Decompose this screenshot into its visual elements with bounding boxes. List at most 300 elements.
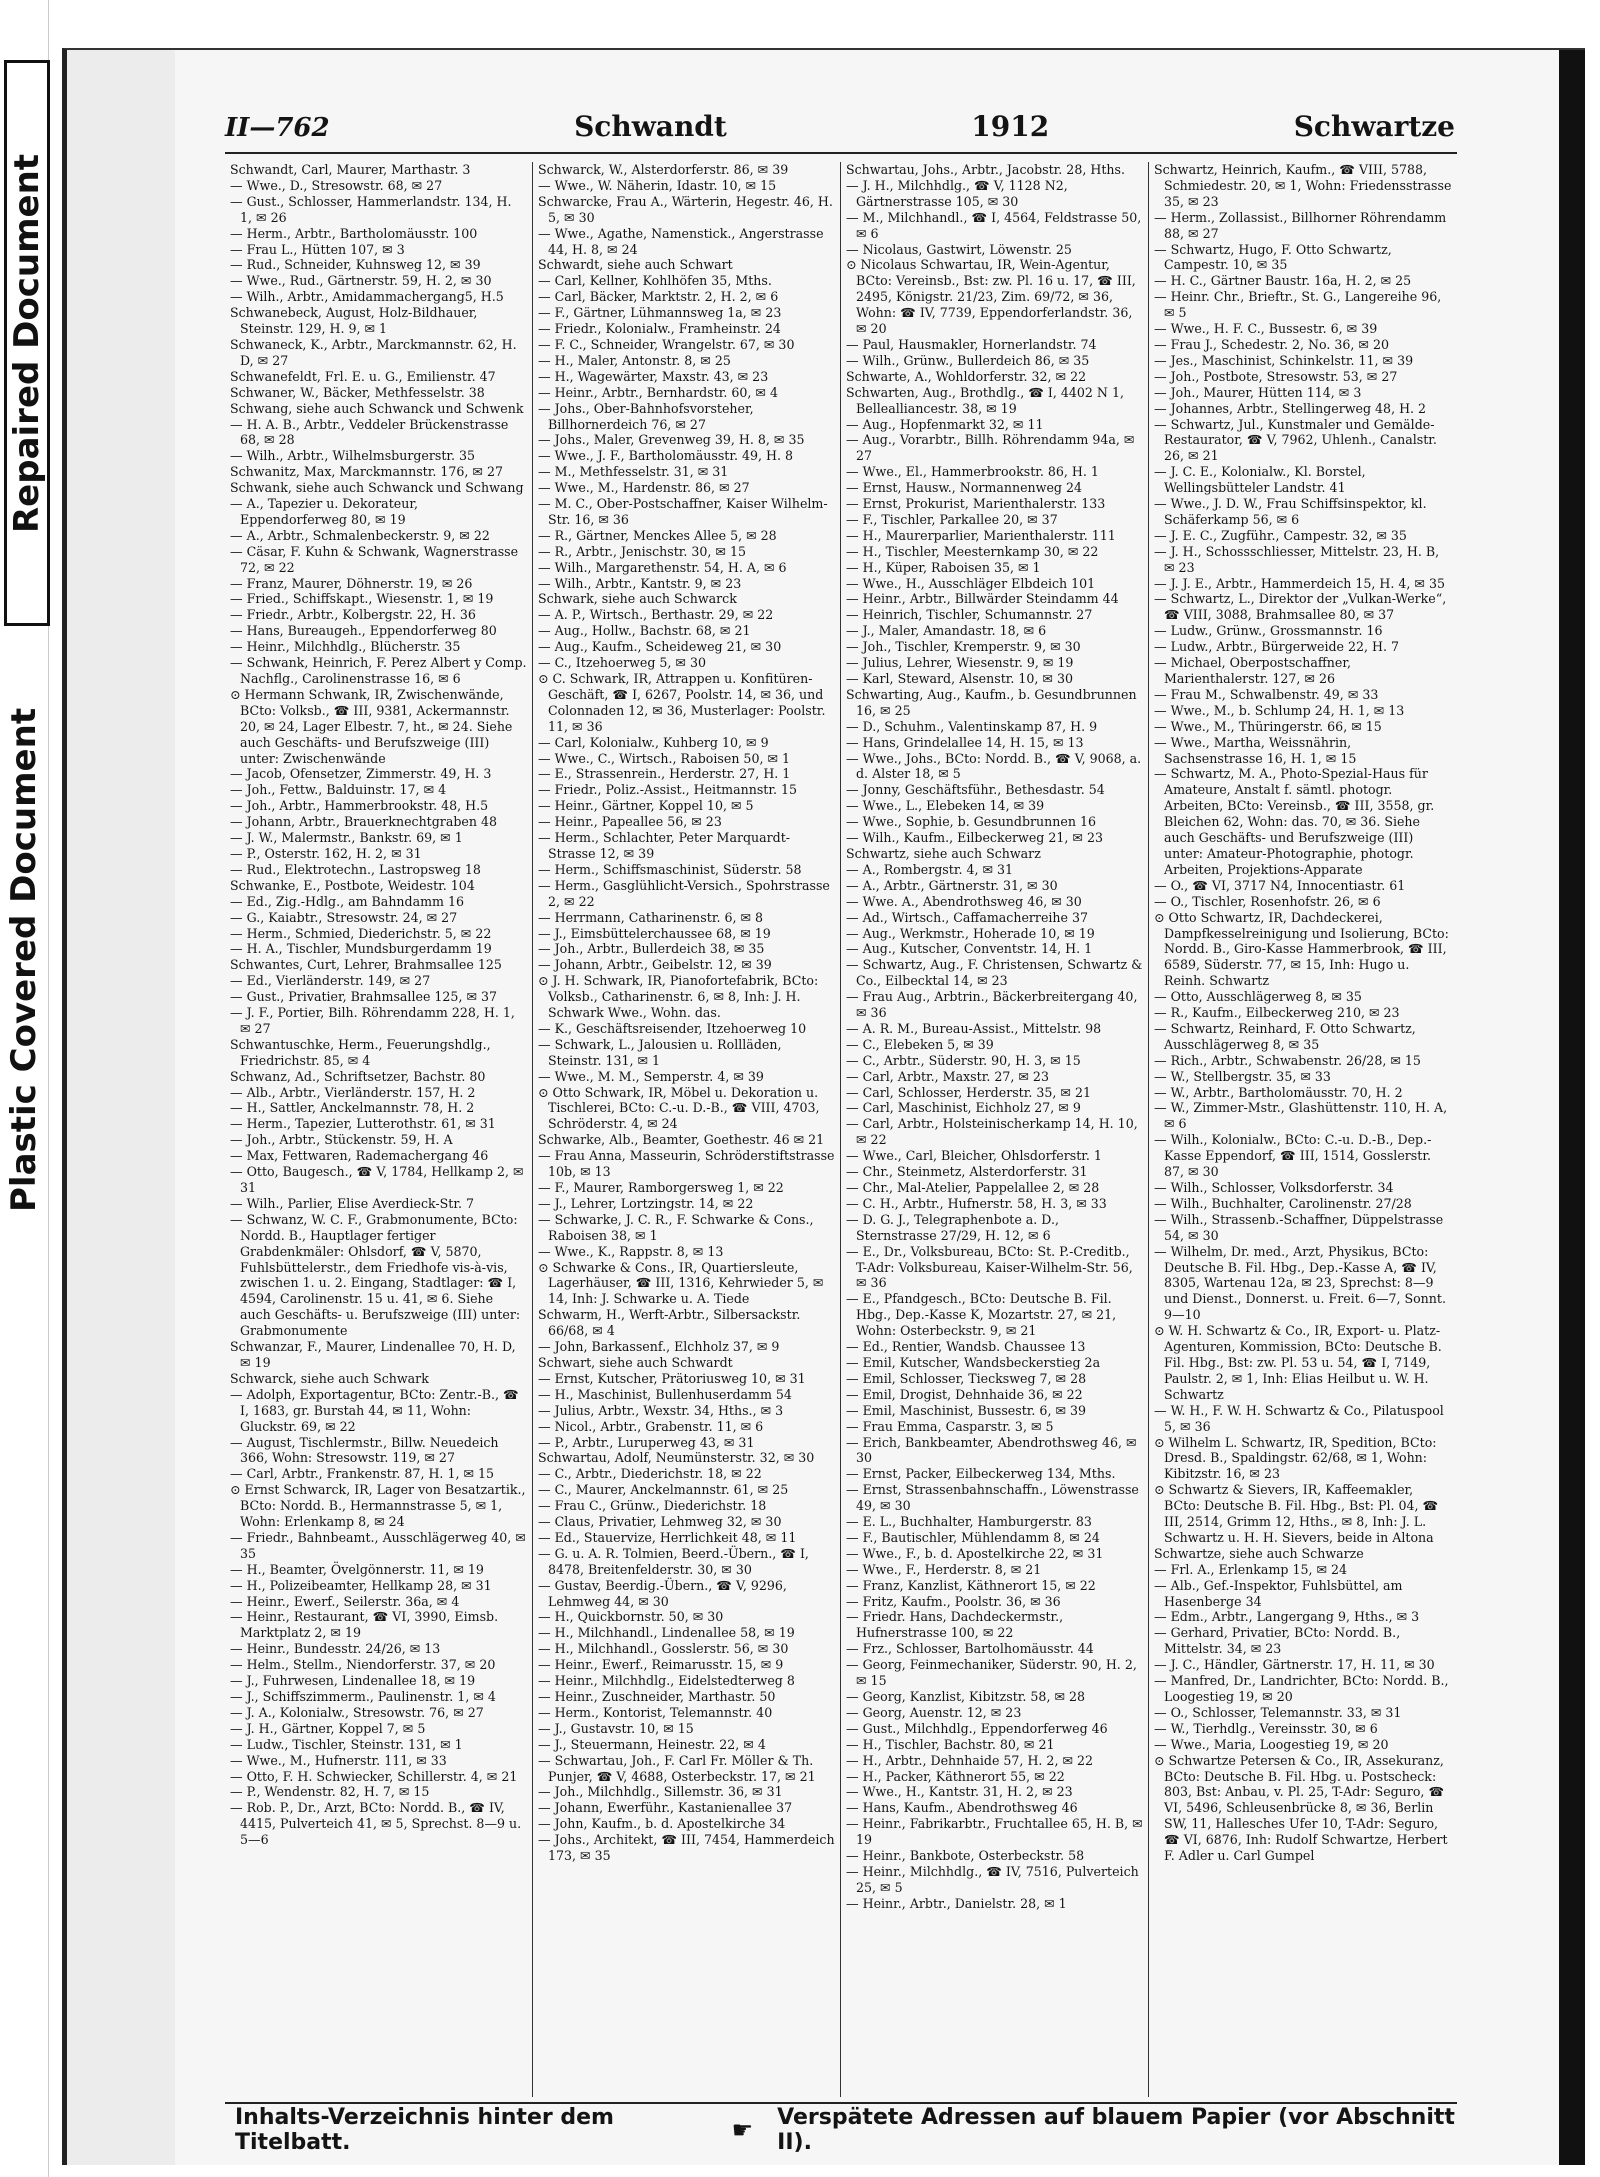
directory-entry: — Ernst, Strassenbahnschaffn., Löwenstrasse 49, ✉ 30	[846, 1482, 1139, 1514]
directory-entry: Schwaneck, K., Arbtr., Marckmannstr. 62, H. D, ✉ 27	[230, 336, 517, 368]
directory-entry: — Ernst, Hausw., Normannenweg 24	[846, 480, 1082, 496]
directory-entry: — W., Tierhdlg., Vereinsstr. 30, ✉ 6	[1154, 1720, 1378, 1736]
directory-entry: — Johs., Ober-Bahnhofsvorsteher, Billhornerdeich 76, ✉ 27	[538, 400, 754, 432]
directory-entry: — Friedr., Bahnbeamt., Ausschlägerweg 40, ✉ 35	[230, 1529, 526, 1561]
directory-entry: — Jacob, Ofensetzer, Zimmerstr. 49, H. 3	[230, 766, 492, 782]
directory-entry: — John, Kaufm., b. d. Apostelkirche 34	[538, 1816, 786, 1832]
directory-entry: — Wwe., H., Ausschläger Elbdeich 101	[846, 575, 1096, 591]
directory-entry: — Wwe., H. F. C., Bussestr. 6, ✉ 39	[1154, 321, 1378, 337]
directory-entry: — Carl, Kellner, Kohlhöfen 35, Mths.	[538, 273, 772, 289]
directory-entry: — Ernst, Packer, Eilbeckerweg 134, Mths.	[846, 1466, 1116, 1482]
directory-entry: — Frau Aug., Arbtrin., Bäckerbreitergang 40, ✉ 36	[846, 989, 1138, 1021]
directory-entry: Schwaner, W., Bäcker, Methfesselstr. 38	[230, 384, 485, 400]
directory-entry: — Emil, Maschinist, Bussestr. 6, ✉ 39	[846, 1402, 1087, 1418]
directory-entry: Schwang, siehe auch Schwanck und Schwenk	[230, 400, 524, 416]
directory-entry: — Wwe., Maria, Loogestieg 19, ✉ 20	[1154, 1736, 1389, 1752]
directory-entry: — J. E. C., Zugführ., Campestr. 32, ✉ 35	[1154, 527, 1407, 543]
directory-entry: — Wwe., H., Kantstr. 31, H. 2, ✉ 23	[846, 1784, 1073, 1800]
directory-entry: — Wwe., M. M., Semperstr. 4, ✉ 39	[538, 1068, 764, 1084]
directory-entry: — E., Pfandgesch., BCto: Deutsche B. Fil. Hbg., Dep.-Kasse K, Mozartstr. 27, ✉ 21, Wohn: Osterbeckstr. 9, ✉ 21	[846, 1291, 1117, 1339]
directory-entry: — Ed., Rentier, Wandsb. Chaussee 13	[846, 1339, 1086, 1355]
directory-entry: — Edm., Arbtr., Langergang 9, Hths., ✉ 3	[1154, 1609, 1420, 1625]
directory-entry: — Johs., Maler, Grevenweg 39, H. 8, ✉ 35	[538, 432, 805, 448]
directory-entry: — J., Fuhrwesen, Lindenallee 18, ✉ 19	[230, 1673, 476, 1689]
directory-entry: — Michael, Oberpostschaffner, Marienthalerstr. 127, ✉ 26	[1154, 655, 1351, 686]
footer-late-addresses-note: Verspätete Adressen auf blauem Papier (vor Abschnitt II).	[777, 2105, 1455, 2155]
directory-entry: ⊙ C. Schwark, IR, Attrappen u. Konfitüren-Geschäft, ☎ I, 6267, Poolstr. 14, ✉ 36, und Colonnaden 12, ✉ 36, Musterlager: Poolstr. 11, ✉ 36	[538, 671, 826, 734]
column-3	[841, 162, 1149, 2097]
directory-entry: — Franz, Kanzlist, Käthnerort 15, ✉ 22	[846, 1577, 1096, 1593]
directory-entry: — Herm., Arbtr., Bartholomäusstr. 100	[230, 225, 478, 241]
directory-entry: ⊙ Schwartze Petersen & Co., IR, Assekuranz, BCto: Deutsche B. Fil. Hbg. u. Postscheck: 803, Bst: Anbau, v. Pl. 25, T-Adr: Seguro, ☎ VI, 5496, Schleusenbrücke 8, ✉ 36, Berlin SW, 11, Hallesches Ufer 10, T-Adr: Seguro, ☎ VI, 6876, Inh: Rudolf Schwartze, Herbert F. Adler u. Carl Gumpel	[1154, 1752, 1448, 1864]
directory-entry: Schwanitz, Max, Marckmannstr. 176, ✉ 27	[230, 464, 504, 480]
directory-entry: ⊙ Schwarke & Cons., IR, Quartiersleute, Lagerhäuser, ☎ III, 1316, Kehrwieder 5, ✉ 14, Inh: J. Schwarke u. A. Tiede	[538, 1259, 824, 1307]
directory-entry: — Karl, Steward, Alsenstr. 10, ✉ 30	[846, 671, 1074, 686]
directory-entry: ⊙ Otto Schwartz, IR, Dachdeckerei, Dampfkesselreinigung und Isolierung, BCto: Nordd. B., Giro-Kasse Hammerbrook, ☎ III, 6589, Süderstr. 77, ✉ 15, Inh: Hugo u. Reinh. Schwartz	[1154, 909, 1449, 989]
directory-entry: — Wwe., Martha, Weissnährin, Sachsenstrasse 16, H. 1, ✉ 15	[1154, 734, 1357, 766]
directory-entry: — Wilh., Kaufm., Eilbeckerweg 21, ✉ 23	[846, 830, 1103, 846]
directory-entry: — Ed., Vierländerstr. 149, ✉ 27	[230, 973, 431, 989]
directory-entry: — J., Gustavstr. 10, ✉ 15	[538, 1720, 694, 1736]
directory-entry: — Wwe., F., b. d. Apostelkirche 22, ✉ 31	[846, 1545, 1104, 1561]
directory-entry: — H., Wagewärter, Maxstr. 43, ✉ 23	[538, 368, 769, 384]
directory-entry: Schwarcke, Frau A., Wärterin, Hegestr. 46, H. 5, ✉ 30	[538, 193, 833, 225]
directory-entry: — Heinr., Zuschneider, Marthastr. 50	[538, 1689, 776, 1704]
directory-entry: — Wilh., Arbtr., Amidammachergang5, H.5	[230, 289, 504, 305]
directory-entry: — Heinr., Bankbote, Osterbeckstr. 58	[846, 1848, 1085, 1864]
directory-entry: — Herm., Gasglühlicht-Versich., Spohrstrasse 2, ✉ 22	[538, 877, 830, 909]
directory-entry: — Wilh., Margarethenstr. 54, H. A, ✉ 6	[538, 559, 787, 575]
directory-entry: — E., Dr., Volksbureau, BCto: St. P.-Creditb., T-Adr: Volksbureau, Kaiser-Wilhelm-Str. 56, ✉ 36	[846, 1243, 1133, 1291]
directory-entry: ⊙ Hermann Schwank, IR, Zwischenwände, BCto: Volksb., ☎ III, 9381, Ackermannstr. 20, ✉ 24, Lager Elbestr. 7, ht., ✉ 24. Siehe auch Geschäfts- und Berufszweige (III) unter: Zwischenwände	[230, 686, 513, 766]
right-running-title: Schwartze	[1293, 110, 1455, 143]
directory-entry: ⊙ J. H. Schwark, IR, Pianofortefabrik, BCto: Volksb., Catharinenstr. 6, ✉ 8, Inh: J. H. Schwark Wwe., Wohn. das.	[538, 973, 819, 1021]
directory-entry: Schwantuschke, Herm., Feuerungshdlg., Friedrichstr. 85, ✉ 4	[230, 1036, 491, 1068]
directory-entry: — Heinr., Milchhdlg., Blücherstr. 35	[230, 639, 461, 655]
directory-entry: — Max, Fettwaren, Rademachergang 46	[230, 1148, 489, 1164]
page-footer	[235, 2105, 1455, 2155]
directory-entry: — Georg, Kanzlist, Kibitzstr. 58, ✉ 28	[846, 1689, 1086, 1704]
directory-entry: — J. H., Gärtner, Koppel 7, ✉ 5	[230, 1720, 426, 1736]
directory-columns	[225, 162, 1457, 2097]
directory-entry: — Heinr., Fabrikarbtr., Fruchtallee 65, H. B, ✉ 19	[846, 1816, 1143, 1848]
directory-entry: — H., Maschinist, Bullenhuserdamm 54	[538, 1386, 792, 1402]
directory-entry: — Cäsar, F. Kuhn & Schwank, Wagnerstrasse 72, ✉ 22	[230, 543, 519, 575]
directory-entry: Schwartz, Heinrich, Kaufm., ☎ VIII, 5788, Schmiedestr. 20, ✉ 1, Wohn: Friedensstrasse 35, ✉ 23	[1154, 162, 1452, 209]
directory-entry: — M., Milchhandl., ☎ I, 4564, Feldstrasse 50, ✉ 6	[846, 209, 1142, 241]
directory-entry: — John, Barkassenf., Elchholz 37, ✉ 9	[538, 1339, 780, 1355]
directory-entry: — Schwarke, J. C. R., F. Schwarke & Cons., Raboisen 38, ✉ 1	[538, 1211, 814, 1243]
directory-entry: — Emil, Drogist, Dehnhaide 36, ✉ 22	[846, 1386, 1083, 1402]
directory-entry: — Chr., Mal-Atelier, Pappelallee 2, ✉ 28	[846, 1180, 1100, 1195]
directory-entry: — Wwe., Johs., BCto: Nordd. B., ☎ V, 9068, a. d. Alster 18, ✉ 5	[846, 750, 1142, 782]
directory-entry: — Ludw., Tischler, Steinstr. 131, ✉ 1	[230, 1736, 463, 1752]
directory-entry: — H., Tischler, Meesternkamp 30, ✉ 22	[846, 543, 1099, 559]
directory-entry: — Franz, Maurer, Döhnerstr. 19, ✉ 26	[230, 575, 473, 591]
directory-entry: — W., Zimmer-Mstr., Glashüttenstr. 110, H. A, ✉ 6	[1154, 1100, 1448, 1132]
directory-entry: — Frau M., Schwalbenstr. 49, ✉ 33	[1154, 686, 1379, 702]
footer-rule	[225, 2102, 1457, 2104]
directory-entry: — A., Arbtr., Gärtnerstr. 31, ✉ 30	[846, 877, 1058, 893]
directory-entry: — Wwe., F., Herderstr. 8, ✉ 21	[846, 1561, 1042, 1577]
directory-entry: — Otto, Ausschlägerweg 8, ✉ 35	[1154, 989, 1362, 1005]
directory-entry: — Wwe., Carl, Bleicher, Ohlsdorferstr. 1	[846, 1148, 1102, 1164]
directory-entry: — Ad., Wirtsch., Caffamacherreihe 37	[846, 909, 1089, 925]
directory-entry: — W., Stellbergstr. 35, ✉ 33	[1154, 1068, 1331, 1084]
directory-entry: — C., Arbtr., Süderstr. 90, H. 3, ✉ 15	[846, 1052, 1081, 1068]
directory-entry: — Rud., Schneider, Kuhnsweg 12, ✉ 39	[230, 257, 481, 273]
directory-entry: — Wilh., Grünw., Bullerdeich 86, ✉ 35	[846, 352, 1090, 368]
directory-entry: Schwank, siehe auch Schwanck und Schwang	[230, 480, 524, 496]
archive-tab-strip	[0, 0, 49, 2177]
directory-entry: — Georg, Feinmechaniker, Süderstr. 90, H. 2, ✉ 15	[846, 1657, 1137, 1689]
directory-entry: — W. H., F. W. H. Schwartz & Co., Pilatuspool 5, ✉ 36	[1154, 1402, 1444, 1434]
directory-entry: — F., Tischler, Parkallee 20, ✉ 37	[846, 511, 1058, 527]
directory-entry: ⊙ Ernst Schwarck, IR, Lager von Besatzartik., BCto: Nordd. B., Hermannstrasse 5, ✉ 1, Wohn: Erlenkamp 8, ✉ 24	[230, 1482, 526, 1530]
directory-entry: — W., Arbtr., Bartholomäusstr. 70, H. 2	[1154, 1084, 1403, 1100]
directory-entry: — A., Arbtr., Schmalenbeckerstr. 9, ✉ 22	[230, 527, 490, 543]
page-inner	[175, 50, 1567, 2165]
directory-entry: — Wwe., W. Näherin, Idastr. 10, ✉ 15	[538, 177, 777, 193]
directory-entry: — Aug., Hollw., Bachstr. 68, ✉ 21	[538, 623, 751, 639]
directory-entry: — Heinr., Arbtr., Billwärder Steindamm 44	[846, 591, 1119, 607]
directory-entry: — Aug., Kaufm., Scheideweg 21, ✉ 30	[538, 639, 782, 655]
directory-entry: — Frau Emma, Casparstr. 3, ✉ 5	[846, 1418, 1054, 1434]
directory-entry: — Georg, Auenstr. 12, ✉ 23	[846, 1704, 1022, 1720]
directory-entry: — F. C., Schneider, Wrangelstr. 67, ✉ 30	[538, 336, 795, 352]
directory-entry: — Julius, Lehrer, Wiesenstr. 9, ✉ 19	[846, 655, 1074, 671]
directory-entry: — O., Schlosser, Telemannstr. 33, ✉ 31	[1154, 1704, 1402, 1720]
directory-entry: — Frz., Schlosser, Bartolhomäusstr. 44	[846, 1641, 1094, 1657]
directory-entry: — G. u. A. R. Tolmien, Beerd.-Übern., ☎ I, 8478, Breitenfelderstr. 30, ✉ 30	[538, 1545, 809, 1577]
directory-entry: Schwart, siehe auch Schwardt	[538, 1354, 733, 1370]
header-rule	[225, 152, 1457, 154]
directory-entry: — Wwe., J. F., Bartholomäusstr. 49, H. 8	[538, 448, 794, 464]
directory-entry: — H., Maler, Antonstr. 8, ✉ 25	[538, 352, 731, 368]
directory-entry: — Heinr., Bundesstr. 24/26, ✉ 13	[230, 1641, 441, 1657]
directory-entry: — Fried., Schiffskapt., Wiesenstr. 1, ✉ 19	[230, 591, 494, 607]
directory-entry: — A., Rombergstr. 4, ✉ 31	[846, 861, 1014, 877]
directory-entry: — Wwe., M., Hardenstr. 86, ✉ 27	[538, 480, 750, 496]
directory-entry: — H., Beamter, Övelgönnerstr. 11, ✉ 19	[230, 1561, 484, 1577]
directory-entry: — Ed., Stauervize, Herrlichkeit 48, ✉ 11	[538, 1529, 797, 1545]
directory-entry: — Joh., Milchhdlg., Sillemstr. 36, ✉ 31	[538, 1784, 783, 1800]
directory-entry: — Wwe., C., Wirtsch., Raboisen 50, ✉ 1	[538, 750, 791, 766]
directory-entry: — Julius, Arbtr., Wexstr. 34, Hths., ✉ 3	[538, 1402, 784, 1418]
directory-entry: — R., Gärtner, Menckes Allee 5, ✉ 28	[538, 527, 777, 543]
directory-entry: Schwantes, Curt, Lehrer, Brahmsallee 125	[230, 957, 502, 973]
directory-entry: — H., Milchhandl., Lindenallee 58, ✉ 19	[538, 1625, 795, 1641]
directory-entry: ⊙ W. H. Schwartz & Co., IR, Export- u. Platz-Agenturen, Kommission, BCto: Deutsche B. Fil. Hbg., Bst: zw. Pl. 53 u. 54, ☎ I, 7149, Paulstr. 2, ✉ 1, Inh: Elias Heilbut u. W. H. Schwartz	[1154, 1323, 1442, 1402]
page-number: II—762	[225, 113, 330, 143]
directory-entry: — Carl, Schlosser, Herderstr. 35, ✉ 21	[846, 1084, 1091, 1100]
directory-entry: — R., Arbtr., Jenischstr. 30, ✉ 15	[538, 543, 747, 559]
directory-entry: — Carl, Arbtr., Maxstr. 27, ✉ 23	[846, 1068, 1049, 1084]
column-4	[1149, 162, 1457, 2097]
directory-entry: — Jes., Maschinist, Schinkelstr. 11, ✉ 39	[1154, 352, 1414, 368]
directory-entry: — Ludw., Grünw., Grossmannstr. 16	[1154, 623, 1383, 639]
directory-entry: Schwandt, Carl, Maurer, Marthastr. 3	[230, 162, 471, 177]
directory-entry: — H. A., Tischler, Mundsburgerdamm 19	[230, 941, 492, 957]
directory-entry: Schwarck, siehe auch Schwark	[230, 1370, 429, 1386]
directory-entry: — Wilh., Strassenb.-Schaffner, Düppelstrasse 54, ✉ 30	[1154, 1211, 1444, 1243]
directory-entry: Schwartze, siehe auch Schwarze	[1154, 1545, 1364, 1561]
directory-entry: ⊙ Nicolaus Schwartau, IR, Wein-Agentur, BCto: Vereinsb., Bst: zw. Pl. 16 u. 17, ☎ III, 2495, Königstr. 21/23, Zim. 69/72, ✉ 36, Wohn: ☎ IV, 7739, Eppendorferlandstr. 36, ✉ 20	[846, 257, 1136, 337]
directory-entry: — A. P., Wirtsch., Berthastr. 29, ✉ 22	[538, 607, 774, 623]
directory-entry: — Jonny, Geschäftsführ., Bethesdastr. 54	[846, 782, 1105, 798]
directory-entry: — P., Arbtr., Luruperweg 43, ✉ 31	[538, 1434, 755, 1450]
directory-entry: — Wwe., Sophie, b. Gesundbrunnen 16	[846, 814, 1096, 830]
directory-entry: — Schwartau, Joh., F. Carl Fr. Möller & Th. Punjer, ☎ V, 4688, Osterbeckstr. 17, ✉ 21	[538, 1752, 816, 1784]
directory-entry: — Schwartz, Jul., Kunstmaler und Gemälde-Restaurator, ☎ V, 7962, Uhlenh., Canalstr. 26, ✉ 21	[1154, 416, 1437, 464]
directory-entry: — Johannes, Arbtr., Stellingerweg 48, H. 2	[1154, 400, 1427, 416]
directory-entry: — Wwe., Rud., Gärtnerstr. 59, H. 2, ✉ 30	[230, 273, 492, 289]
directory-entry: — C., Itzehoerweg 5, ✉ 30	[538, 655, 706, 671]
directory-entry: — J., Eimsbüttelerchaussee 68, ✉ 19	[538, 925, 771, 941]
directory-entry: — Joh., Maurer, Hütten 114, ✉ 3	[1154, 384, 1362, 400]
directory-entry: — Frau Anna, Masseurin, Schröderstiftstrasse 10b, ✉ 13	[538, 1148, 835, 1180]
directory-entry: — Joh., Tischler, Kremperstr. 9, ✉ 30	[846, 639, 1081, 655]
directory-entry: — Frau J., Schedestr. 2, No. 36, ✉ 20	[1154, 336, 1390, 352]
directory-entry: — M. C., Ober-Postschaffner, Kaiser Wilhelm-Str. 16, ✉ 36	[538, 496, 828, 527]
directory-entry: — Carl, Maschinist, Eichholz 27, ✉ 9	[846, 1100, 1081, 1116]
directory-entry: — Aug., Vorarbtr., Billh. Röhrendamm 94a, ✉ 27	[846, 432, 1135, 464]
directory-entry: — Heinrich, Tischler, Schumannstr. 27	[846, 607, 1093, 623]
directory-entry: — Joh., Arbtr., Bullerdeich 38, ✉ 35	[538, 941, 765, 957]
directory-entry: — Schwartz, Hugo, F. Otto Schwartz, Campestr. 10, ✉ 35	[1154, 241, 1392, 273]
directory-entry: — Friedr., Arbtr., Kolbergstr. 22, H. 36	[230, 607, 476, 623]
directory-entry: Schwarten, Aug., Brothdlg., ☎ I, 4402 N 1, Bellealliancestr. 38, ✉ 19	[846, 384, 1124, 416]
directory-entry: — Herm., Kontorist, Telemannstr. 40	[538, 1704, 773, 1720]
directory-entry: — Erich, Bankbeamter, Abendrothsweg 46, ✉ 30	[846, 1434, 1137, 1466]
directory-entry: — H., Maurerparlier, Marienthalerstr. 111	[846, 527, 1116, 543]
directory-entry: — Wwe., M., b. Schlump 24, H. 1, ✉ 13	[1154, 702, 1405, 718]
directory-entry: — Friedr., Kolonialw., Framheinstr. 24	[538, 321, 781, 337]
directory-entry: — H., Arbtr., Dehnhaide 57, H. 2, ✉ 22	[846, 1752, 1094, 1768]
directory-entry: — Frl. A., Erlenkamp 15, ✉ 24	[1154, 1561, 1348, 1577]
directory-entry: — Friedr. Hans, Dachdeckermstr., Hufnerstrasse 100, ✉ 22	[846, 1609, 1064, 1641]
directory-entry: — Claus, Privatier, Lehmweg 32, ✉ 30	[538, 1514, 782, 1530]
directory-entry: ⊙ Wilhelm L. Schwartz, IR, Spedition, BCto: Dresd. B., Spaldingstr. 62/68, ✉ 1, Wohn: Kibitzstr. 16, ✉ 23	[1154, 1434, 1437, 1482]
directory-entry: — K., Geschäftsreisender, Itzehoerweg 10	[538, 1020, 807, 1036]
directory-entry: — August, Tischlermstr., Billw. Neuedeich 366, Wohn: Stresowstr. 119, ✉ 27	[230, 1434, 499, 1466]
directory-entry: — Paul, Hausmakler, Hornerlandstr. 74	[846, 336, 1097, 352]
directory-entry: — O., ☎ VI, 3717 N4, Innocentiastr. 61	[1154, 877, 1406, 893]
pointing-hand-icon: ☛	[731, 2116, 754, 2144]
directory-entry: — H., Tischler, Bachstr. 80, ✉ 21	[846, 1736, 1055, 1752]
directory-entry: Schwarte, A., Wohldorferstr. 32, ✉ 22	[846, 368, 1087, 384]
directory-entry: — J., Steuermann, Heinestr. 22, ✉ 4	[538, 1736, 766, 1752]
directory-entry: — Carl, Bäcker, Marktstr. 2, H. 2, ✉ 6	[538, 289, 779, 305]
directory-entry: — Rich., Arbtr., Schwabenstr. 26/28, ✉ 15	[1154, 1052, 1421, 1068]
directory-entry: — Schwartz, Aug., F. Christensen, Schwartz & Co., Eilbecktal 14, ✉ 23	[846, 957, 1143, 989]
directory-entry: — Carl, Kolonialw., Kuhberg 10, ✉ 9	[538, 734, 769, 750]
directory-entry: — Ludw., Arbtr., Bürgerweide 22, H. 7	[1154, 639, 1400, 655]
directory-entry: — Heinr., Milchhdlg., ☎ IV, 7516, Pulverteich 25, ✉ 5	[846, 1863, 1139, 1895]
directory-page	[62, 48, 1585, 2165]
directory-entry: — Emil, Kutscher, Wandsbeckerstieg 2a	[846, 1354, 1101, 1370]
directory-entry: — Wwe., K., Rappstr. 8, ✉ 13	[538, 1243, 724, 1259]
directory-entry: — Johann, Arbtr., Geibelstr. 12, ✉ 39	[538, 957, 772, 973]
column-2	[533, 162, 841, 2097]
directory-entry: — Herm., Schlachter, Peter Marquardt-Strasse 12, ✉ 39	[538, 830, 791, 861]
directory-entry: Schwartau, Adolf, Neumünsterstr. 32, ✉ 30	[538, 1450, 815, 1466]
page-header	[225, 110, 1455, 150]
directory-entry: — H., Milchhandl., Gosslerstr. 56, ✉ 30	[538, 1641, 789, 1657]
directory-entry: Schwanke, E., Postbote, Weidestr. 104	[230, 877, 475, 893]
directory-entry: — Johann, Ewerführ., Kastanienallee 37	[538, 1800, 793, 1816]
directory-entry: — Schwark, L., Jalousien u. Rollläden, Steinstr. 131, ✉ 1	[538, 1036, 782, 1068]
directory-entry: — Johann, Arbtr., Brauerknechtgraben 48	[230, 814, 497, 830]
directory-entry: — C. H., Arbtr., Hufnerstr. 58, H. 3, ✉ 33	[846, 1195, 1107, 1211]
directory-entry: — Herm., Schiffsmaschinist, Süderstr. 58	[538, 861, 802, 877]
directory-entry: — Gustav, Beerdig.-Übern., ☎ V, 9296, Lehmweg 44, ✉ 30	[538, 1577, 787, 1609]
directory-entry: — H. C., Gärtner Baustr. 16a, H. 2, ✉ 25	[1154, 273, 1412, 289]
directory-entry: ⊙ Otto Schwark, IR, Möbel u. Dekoration u. Tischlerei, BCto: C.-u. D.-B., ☎ VIII, 4703, Schröderstr. 4, ✉ 24	[538, 1084, 820, 1132]
directory-entry: — Aug., Hopfenmarkt 32, ✉ 11	[846, 416, 1044, 432]
directory-entry: — Heinr., Gärtner, Koppel 10, ✉ 5	[538, 798, 754, 814]
directory-entry: — Nicolaus, Gastwirt, Löwenstr. 25	[846, 241, 1072, 257]
directory-entry: — Wilh., Kolonialw., BCto: C.-u. D.-B., Dep.-Kasse Eppendorf, ☎ III, 1514, Gosslerstr. 87, ✉ 30	[1154, 1132, 1432, 1180]
directory-entry: — Otto, Baugesch., ☎ V, 1784, Hellkamp 2, ✉ 31	[230, 1164, 524, 1195]
directory-entry: — Gust., Schlosser, Hammerlandstr. 134, H. 1, ✉ 26	[230, 193, 512, 225]
directory-entry: — F., Gärtner, Lühmannsweg 1a, ✉ 23	[538, 305, 782, 321]
directory-entry: — Ernst, Kutscher, Prätoriusweg 10, ✉ 31	[538, 1370, 806, 1386]
directory-entry: — D. G. J., Telegraphenbote a. D., Sternstrasse 27/29, H. 12, ✉ 6	[846, 1211, 1059, 1243]
directory-entry: — E., Strassenrein., Herderstr. 27, H. 1	[538, 766, 791, 782]
directory-entry: — Frau L., Hütten 107, ✉ 3	[230, 241, 405, 257]
directory-entry: — Wilh., Parlier, Elise Averdieck-Str. 7	[230, 1195, 475, 1211]
directory-entry: — Wilh., Buchhalter, Carolinenstr. 27/28	[1154, 1195, 1412, 1211]
footer-index-note: Inhalts-Verzeichnis hinter dem Titelbatt.	[235, 2105, 614, 2155]
directory-entry: — Wilh., Schlosser, Volksdorferstr. 34	[1154, 1180, 1394, 1195]
directory-entry: — Wilhelm, Dr. med., Arzt, Physikus, BCto: Deutsche B. Fil. Hbg., Dep.-Kasse A, ☎ IV, 8305, Wartenau 12a, ✉ 23, Sprechst: 8—9 und Dienst., Donnerst. u. Freit. 6—7, Sonnt. 9—10	[1154, 1243, 1446, 1323]
directory-entry: — Carl, Arbtr., Holsteinischerkamp 14, H. 10, ✉ 22	[846, 1116, 1138, 1148]
directory-entry: — Heinr., Arbtr., Danielstr. 28, ✉ 1	[846, 1895, 1067, 1911]
directory-entry: Schwark, siehe auch Schwarck	[538, 591, 737, 607]
directory-entry: Schwanzar, F., Maurer, Lindenallee 70, H. D, ✉ 19	[230, 1339, 516, 1370]
directory-entry: — Fritz, Kaufm., Poolstr. 36, ✉ 36	[846, 1593, 1061, 1609]
directory-entry: Schwanebeck, August, Holz-Bildhauer, Steinstr. 129, H. 9, ✉ 1	[230, 305, 478, 337]
directory-entry: — H. A. B., Arbtr., Veddeler Brückenstrasse 68, ✉ 28	[230, 416, 509, 448]
directory-entry: — J. F., Portier, Bilh. Röhrendamm 228, H. 1, ✉ 27	[230, 1005, 515, 1036]
directory-entry: — J. C., Händler, Gärtnerstr. 17, H. 11, ✉ 30	[1154, 1657, 1435, 1673]
directory-entry: — Wwe., M., Hufnerstr. 111, ✉ 33	[230, 1752, 447, 1768]
directory-entry: — Wwe., J. D. W., Frau Schiffsinspektor, kl. Schäferkamp 56, ✉ 6	[1154, 496, 1427, 527]
tab-repaired-document[interactable]: Repaired Document	[4, 60, 50, 626]
directory-entry: — Friedr., Poliz.-Assist., Heitmannstr. 15	[538, 782, 798, 798]
tab-plastic-covered-document[interactable]: Plastic Covered Document	[4, 707, 44, 1213]
directory-entry: — C., Maurer, Anckelmannstr. 61, ✉ 25	[538, 1482, 789, 1498]
directory-entry: Schwanefeldt, Frl. E. u. G., Emilienstr. 47	[230, 368, 496, 384]
directory-entry: — Rud., Elektrotechn., Lastropsweg 18	[230, 861, 481, 877]
left-running-title: Schwandt	[574, 110, 727, 143]
directory-entry: — Manfred, Dr., Landrichter, BCto: Nordd. B., Loogestieg 19, ✉ 20	[1154, 1673, 1449, 1704]
directory-entry: — Gerhard, Privatier, BCto: Nordd. B., Mittelstr. 34, ✉ 23	[1154, 1625, 1401, 1657]
directory-entry: — M., Methfesselstr. 31, ✉ 31	[538, 464, 729, 480]
directory-entry: — Schwartz, Reinhard, F. Otto Schwartz, Ausschlägerweg 8, ✉ 35	[1154, 1020, 1416, 1052]
directory-entry: — H., Packer, Käthnerort 55, ✉ 22	[846, 1768, 1065, 1784]
directory-entry: — A., Tapezier u. Dekorateur, Eppendorferweg 80, ✉ 19	[230, 496, 418, 527]
directory-entry: Schwarting, Aug., Kaufm., b. Gesundbrunnen 16, ✉ 25	[846, 686, 1137, 718]
directory-entry: — Hans, Bureaugeh., Eppendorferweg 80	[230, 623, 497, 639]
directory-entry: ⊙ Schwartz & Sievers, IR, Kaffeemakler, BCto: Deutsche B. Fil. Hbg., Bst: Pl. 04, ☎ III, 2514, Grimm 12, Hths., ✉ 8, Inh: J. L. Schwartz u. H. H. Sievers, beide in Altona	[1154, 1482, 1439, 1545]
directory-entry: — G., Kaiabtr., Stresowstr. 24, ✉ 27	[230, 909, 458, 925]
directory-entry: — Carl, Arbtr., Frankenstr. 87, H. 1, ✉ 15	[230, 1466, 495, 1482]
directory-entry: — D., Schuhm., Valentinskamp 87, H. 9	[846, 718, 1098, 734]
directory-entry: — H., Quickbornstr. 50, ✉ 30	[538, 1609, 724, 1625]
directory-entry: — C., Elebeken 5, ✉ 39	[846, 1036, 994, 1052]
directory-entry: — Johs., Architekt, ☎ III, 7454, Hammerdeich 173, ✉ 35	[538, 1832, 835, 1864]
directory-entry: Schwanz, Ad., Schriftsetzer, Bachstr. 80	[230, 1068, 486, 1084]
directory-entry: — Ernst, Prokurist, Marienthalerstr. 133	[846, 496, 1106, 512]
directory-entry: — Wwe., D., Stresowstr. 68, ✉ 27	[230, 177, 443, 193]
directory-entry: — Wwe. A., Abendrothsweg 46, ✉ 30	[846, 893, 1082, 909]
directory-entry: — Gust., Milchhdlg., Eppendorferweg 46	[846, 1720, 1108, 1736]
directory-entry: — F., Bautischler, Mühlendamm 8, ✉ 24	[846, 1529, 1100, 1545]
directory-entry: Schwartau, Johs., Arbtr., Jacobstr. 28, Hths.	[846, 162, 1125, 177]
directory-entry: — Aug., Werkmstr., Hoherade 10, ✉ 19	[846, 925, 1095, 941]
directory-entry: — Nicol., Arbtr., Grabenstr. 11, ✉ 6	[538, 1418, 764, 1434]
directory-entry: — J., Maler, Amandastr. 18, ✉ 6	[846, 623, 1047, 639]
directory-entry: — Joh., Arbtr., Stückenstr. 59, H. A	[230, 1132, 453, 1148]
directory-entry: — C., Arbtr., Diederichstr. 18, ✉ 22	[538, 1466, 762, 1482]
directory-entry: — Schwartz, M. A., Photo-Spezial-Haus für Amateure, Anstalt f. sämtl. photogr. Arbeiten, BCto: Vereinsb., ☎ III, 3558, gr. Bleichen 62, Wohn: das. 70, ✉ 36. Siehe auch Geschäfts- und Berufszweige (III) unter: Amateur-Photographie, photogr. Arbeiten, Projektions-Apparate	[1154, 766, 1435, 877]
directory-entry: — O., Tischler, Rosenhofstr. 26, ✉ 6	[1154, 893, 1381, 909]
directory-entry: Schwarm, H., Werft-Arbtr., Silbersackstr. 66/68, ✉ 4	[538, 1307, 801, 1339]
directory-entry: — Emil, Schlosser, Tiecksweg 7, ✉ 28	[846, 1370, 1087, 1386]
directory-entry: — J. C. E., Kolonialw., Kl. Borstel, Wellingsbütteler Landstr. 41	[1154, 464, 1366, 496]
directory-entry: — J., Lehrer, Lortzingstr. 14, ✉ 22	[538, 1195, 754, 1211]
directory-entry: — J., Schiffszimmerm., Paulinenstr. 1, ✉ 4	[230, 1689, 496, 1704]
directory-entry: — Ed., Zig.-Hdlg., am Bahndamm 16	[230, 893, 465, 909]
directory-entry: — Heinr., Ewerf., Seilerstr. 36a, ✉ 4	[230, 1593, 460, 1609]
directory-entry: — Alb., Arbtr., Vierländerstr. 157, H. 2	[230, 1084, 476, 1100]
directory-entry: — Herm., Schmied, Diederichstr. 5, ✉ 22	[230, 925, 492, 941]
directory-entry: — Herm., Tapezier, Lutterothstr. 61, ✉ 31	[230, 1116, 496, 1132]
directory-entry: — A. R. M., Bureau-Assist., Mittelstr. 98	[846, 1020, 1102, 1036]
directory-entry: — R., Kaufm., Eilbeckerweg 210, ✉ 23	[1154, 1005, 1400, 1021]
directory-entry: — Herrmann, Catharinenstr. 6, ✉ 8	[538, 909, 764, 925]
directory-entry: — Wilh., Arbtr., Wilhelmsburgerstr. 35	[230, 448, 476, 464]
directory-entry: — Hans, Kaufm., Abendrothsweg 46	[846, 1800, 1078, 1816]
directory-entry: — H., Sattler, Anckelmannstr. 78, H. 2	[230, 1100, 475, 1116]
directory-entry: — Gust., Privatier, Brahmsallee 125, ✉ 37	[230, 989, 498, 1005]
directory-entry: — P., Wendenstr. 82, H. 7, ✉ 15	[230, 1784, 430, 1800]
page-edge-shadow	[1559, 50, 1585, 2165]
directory-entry: — J. H., Schossschliesser, Mittelstr. 23, H. B, ✉ 23	[1154, 543, 1440, 575]
directory-entry: — Joh., Postbote, Stresowstr. 53, ✉ 27	[1154, 368, 1398, 384]
directory-entry: — Heinr., Ewerf., Reimarusstr. 15, ✉ 9	[538, 1657, 784, 1673]
directory-entry: — Chr., Steinmetz, Alsterdorferstr. 31	[846, 1164, 1088, 1180]
directory-entry: — Helm., Stellm., Niendorferstr. 37, ✉ 20	[230, 1657, 496, 1673]
directory-entry: — P., Osterstr. 162, H. 2, ✉ 31	[230, 845, 422, 861]
directory-entry: — Joh., Fettw., Balduinstr. 17, ✉ 4	[230, 782, 447, 798]
directory-entry: — J. A., Kolonialw., Stresowstr. 76, ✉ 27	[230, 1704, 484, 1720]
directory-entry: — H., Polizeibeamter, Hellkamp 28, ✉ 31	[230, 1577, 492, 1593]
directory-entry: — Adolph, Exportagentur, BCto: Zentr.-B., ☎ I, 1683, gr. Burstah 44, ✉ 11, Wohn: Gluckstr. 69, ✉ 22	[230, 1386, 519, 1434]
directory-entry: — J. J. E., Arbtr., Hammerdeich 15, H. 4, ✉ 35	[1154, 575, 1446, 591]
directory-entry: — Joh., Arbtr., Hammerbrookstr. 48, H.5	[230, 798, 489, 814]
directory-entry: Schwarck, W., Alsterdorferstr. 86, ✉ 39	[538, 162, 789, 177]
directory-entry: — Wilh., Arbtr., Kantstr. 9, ✉ 23	[538, 575, 742, 591]
directory-entry: — Heinr. Chr., Brieftr., St. G., Langereihe 96, ✉ 5	[1154, 289, 1442, 321]
directory-entry: — Alb., Gef.-Inspektor, Fuhlsbüttel, am Hasenberge 34	[1154, 1577, 1403, 1609]
directory-entry: — Heinr., Milchhdlg., Eidelstedterweg 8	[538, 1673, 795, 1689]
directory-entry: — Frau C., Grünw., Diederichstr. 18	[538, 1498, 767, 1514]
directory-entry: — Schwanz, W. C. F., Grabmonumente, BCto: Nordd. B., Hauptlager fertiger Grabdenkmäler: Ohlsdorf, ☎ V, 5870, Fuhlsbüttelerstr., dem Friedhofe vis-à-vis, zwischen 1. u. 2. Eingang, Stadtlager: ☎ I, 4594, Carolinenstr. 15 u. 41, ✉ 6. Siehe auch Geschäfts- u. Berufszweige (III) unter: Grabmonumente	[230, 1211, 521, 1339]
directory-entry: — J. H., Milchhdlg., ☎ V, 1128 N2, Gärtnerstrasse 105, ✉ 30	[846, 177, 1068, 209]
